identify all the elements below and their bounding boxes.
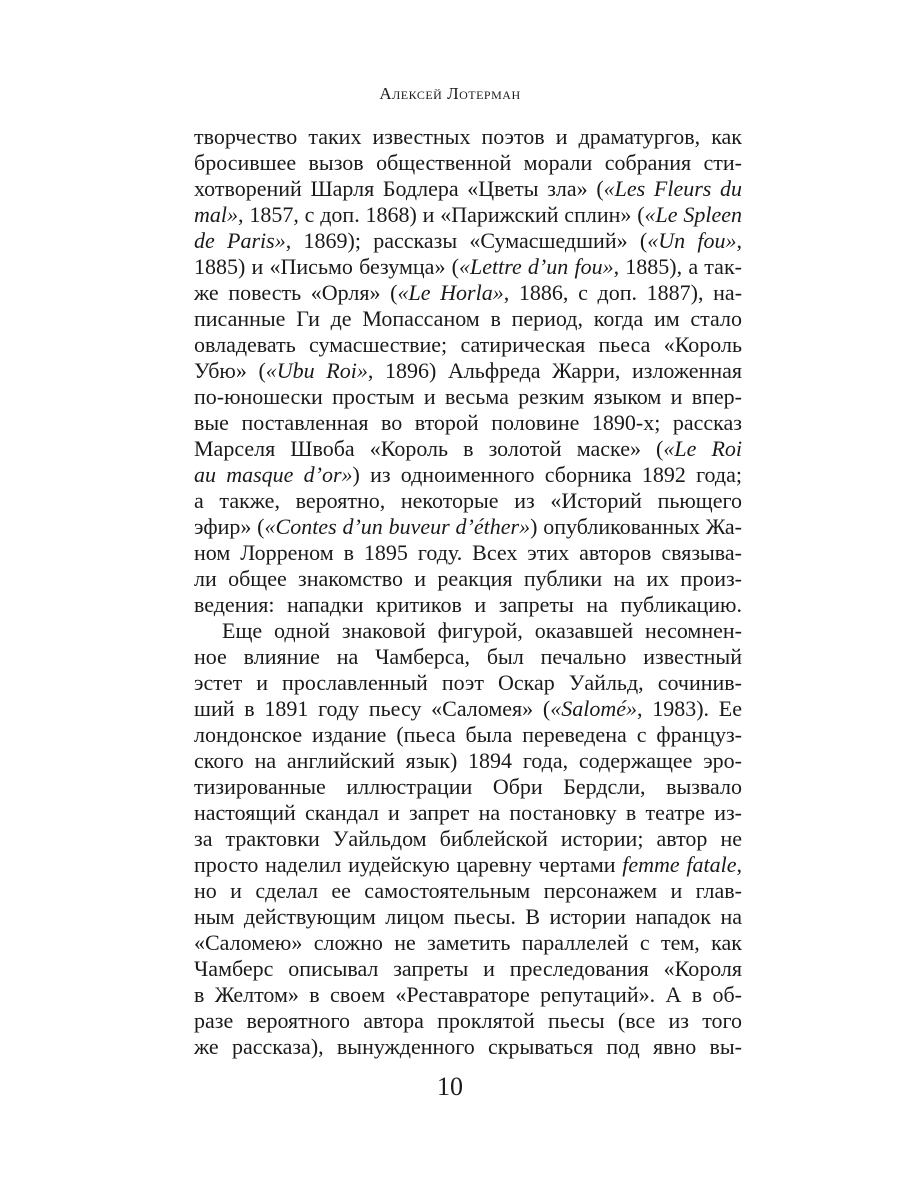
text-segment: же рассказа), вынужденного скрываться под явно вы- xyxy=(194,1034,742,1059)
text-line xyxy=(194,228,742,254)
text-line xyxy=(194,462,742,488)
text-segment: разе вероятного автора проклятой пьесы (все из того xyxy=(194,1008,742,1033)
text-line xyxy=(194,592,742,618)
italic-text-segment: «Contes d’un buveur d’éther» xyxy=(264,514,531,539)
text-segment: же повесть «Орля» ( xyxy=(194,280,398,305)
text-line xyxy=(194,410,742,436)
text-line xyxy=(194,176,742,202)
italic-text-segment: «Le Roi xyxy=(663,436,742,461)
text-segment: , xyxy=(736,852,742,877)
text-segment: ном Лорреном в 1895 году. Всех этих авторов связыва- xyxy=(194,540,742,565)
text-segment: лондонское издание (пьеса была переведена с француз- xyxy=(194,722,742,747)
italic-text-segment: mal» xyxy=(194,202,238,227)
text-segment: настоящий скандал и запрет на постановку в театре из- xyxy=(194,800,742,825)
text-line xyxy=(194,306,742,332)
text-line xyxy=(194,384,742,410)
text-segment: но и сделал ее самостоятельным персонажем и глав- xyxy=(194,878,742,903)
italic-text-segment: «Un fou» xyxy=(647,228,737,253)
text-segment: бросившее вызов общественной морали собрания сти- xyxy=(194,150,742,175)
text-line xyxy=(194,904,742,930)
text-segment: писанные Ги де Мопассаном в период, когда им стало xyxy=(194,306,742,331)
italic-text-segment: femme fatale xyxy=(622,852,737,877)
italic-text-segment: «Ubu Roi» xyxy=(265,358,368,383)
text-line xyxy=(194,982,742,1008)
text-line xyxy=(194,696,742,722)
text-segment: в Желтом» в своем «Реставраторе репутаций». А в об- xyxy=(194,982,742,1007)
text-segment: по-юношески простым и весьма резким языком и впер- xyxy=(194,384,742,409)
text-segment: , 1885), а так- xyxy=(613,254,742,279)
text-segment: , 1896) Альфреда Жарри, изложенная xyxy=(367,358,742,383)
text-line xyxy=(194,774,742,800)
text-segment: ли общее знакомство и реакция публики на их произ- xyxy=(194,566,742,591)
text-line xyxy=(194,436,742,462)
text-segment: эфир» ( xyxy=(194,514,265,539)
text-line xyxy=(194,800,742,826)
italic-text-segment: de Paris» xyxy=(194,228,286,253)
text-segment: 1885) и «Письмо безумца» ( xyxy=(194,254,459,279)
body-text xyxy=(194,124,742,1060)
text-segment: вые поставленная во второй половине 1890-х; рассказ xyxy=(194,410,742,435)
text-line xyxy=(194,202,742,228)
text-segment: , 1869); рассказы «Сумасшедший» ( xyxy=(285,228,648,253)
italic-text-segment: «Lettre d’un fou» xyxy=(458,254,614,279)
text-line xyxy=(194,826,742,852)
text-line xyxy=(194,280,742,306)
text-segment: ведения: нападки критиков и запреты на публикацию. xyxy=(194,592,742,617)
text-segment: ) из одноименного сборника 1892 года; xyxy=(352,462,742,487)
text-line xyxy=(194,618,742,644)
page-number: 10 xyxy=(437,1072,463,1101)
running-head-author: Алексей Лотерман xyxy=(379,84,521,103)
text-segment: , 1983). Ее xyxy=(637,696,742,721)
text-line xyxy=(194,956,742,982)
text-line xyxy=(194,332,742,358)
text-segment: Марселя Швоба «Король в золотой маске» ( xyxy=(194,436,664,461)
text-segment: «Саломею» сложно не заметить параллелей с тем, как xyxy=(194,930,742,955)
italic-text-segment: «Les Fleurs du xyxy=(603,176,743,201)
text-segment: Еще одной знаковой фигурой, оказавшей несомнен- xyxy=(222,618,742,643)
text-line xyxy=(194,878,742,904)
text-line xyxy=(194,514,742,540)
text-line xyxy=(194,930,742,956)
text-line xyxy=(194,1034,742,1060)
text-line xyxy=(194,488,742,514)
text-segment: , xyxy=(736,228,742,253)
italic-text-segment: «Le Spleen xyxy=(644,202,742,227)
text-segment: , 1857, с доп. 1868) и «Парижский сплин» ( xyxy=(238,202,645,227)
text-segment: просто наделил иудейскую царевну чертами xyxy=(194,852,623,877)
text-segment: , 1886, с доп. 1887), на- xyxy=(503,280,743,305)
text-line xyxy=(194,748,742,774)
italic-text-segment: «Le Horla» xyxy=(397,280,504,305)
text-line xyxy=(194,644,742,670)
text-segment: тизированные иллюстрации Обри Бердсли, вызвало xyxy=(194,774,742,799)
text-line xyxy=(194,124,742,150)
text-line xyxy=(194,1008,742,1034)
text-segment: ное влияние на Чамберса, был печально известный xyxy=(194,644,742,669)
text-segment: хотворений Шарля Бодлера «Цветы зла» ( xyxy=(194,176,604,201)
text-line xyxy=(194,566,742,592)
text-segment: ) опубликованных Жа- xyxy=(530,514,742,539)
text-segment: эстет и прославленный поэт Оскар Уайльд, сочинив- xyxy=(194,670,742,695)
text-segment: за трактовки Уайльдом библейской истории; автор не xyxy=(194,826,742,851)
text-line xyxy=(194,852,742,878)
italic-text-segment: au masque d’or» xyxy=(194,462,353,487)
text-line xyxy=(194,670,742,696)
text-segment: ского на английский язык) 1894 года, содержащее эро- xyxy=(194,748,742,773)
text-line xyxy=(194,358,742,384)
italic-text-segment: «Salomé» xyxy=(550,696,637,721)
text-segment: а также, вероятно, некоторые из «Историй пьющего xyxy=(194,488,742,513)
text-line xyxy=(194,540,742,566)
text-line xyxy=(194,722,742,748)
text-line xyxy=(194,150,742,176)
text-segment: творчество таких известных поэтов и драматургов, как xyxy=(194,124,742,149)
text-segment: ший в 1891 году пьесу «Саломея» ( xyxy=(194,696,551,721)
text-segment: Убю» ( xyxy=(194,358,266,383)
text-segment: ным действующим лицом пьесы. В истории нападок на xyxy=(194,904,742,929)
text-segment: Чамберс описывал запреты и преследования «Короля xyxy=(194,956,742,981)
text-line xyxy=(194,254,742,280)
text-segment: овладевать сумасшествие; сатирическая пьеса «Король xyxy=(194,332,742,357)
